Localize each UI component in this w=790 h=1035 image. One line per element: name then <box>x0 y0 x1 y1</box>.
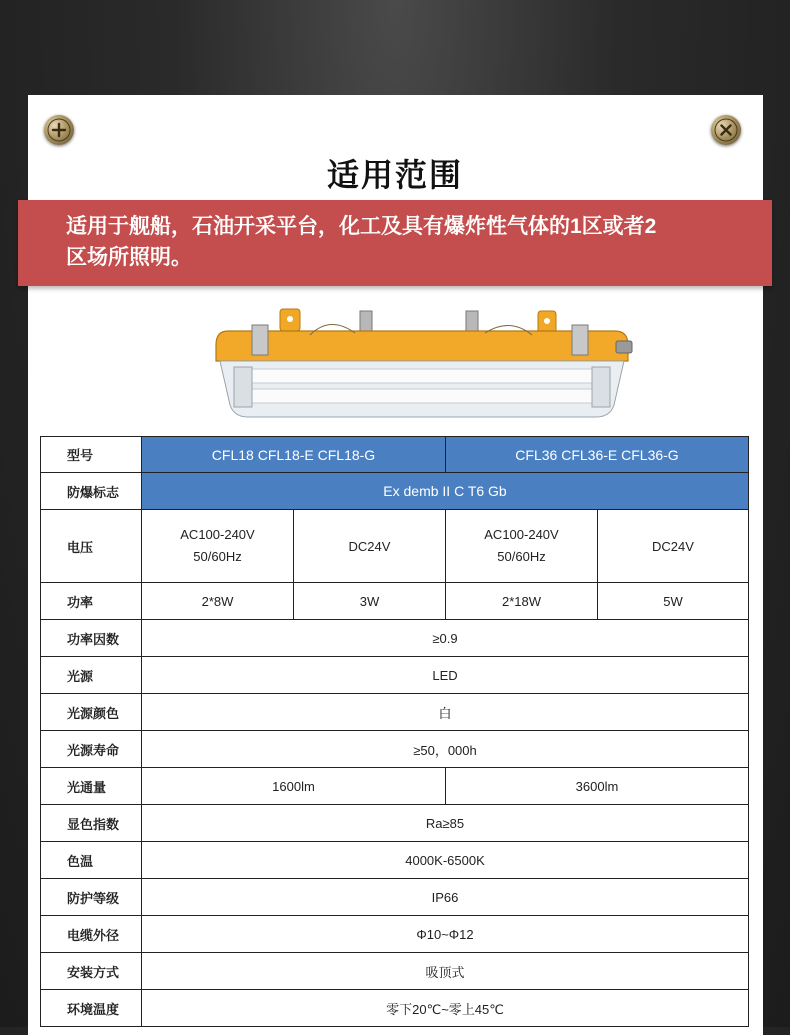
flux-b: 3600lm <box>446 768 749 805</box>
power-a2: 3W <box>294 583 446 620</box>
row-value: LED <box>142 657 749 694</box>
row-label: 显色指数 <box>41 805 142 842</box>
table-row <box>41 842 749 879</box>
row-label: 电压 <box>41 510 142 583</box>
row-label: 光通量 <box>41 768 142 805</box>
row-value: Φ10~Φ12 <box>142 916 749 953</box>
model-group-b: CFL36 CFL36-E CFL36-G <box>446 437 749 473</box>
row-label: 光源颜色 <box>41 694 142 731</box>
spec-table <box>40 436 749 1027</box>
row-label: 色温 <box>41 842 142 879</box>
table-row <box>41 694 749 731</box>
power-a1: 2*8W <box>142 583 294 620</box>
row-label: 电缆外径 <box>41 916 142 953</box>
power-b2: 5W <box>598 583 749 620</box>
usage-banner <box>18 200 772 286</box>
row-label: 功率因数 <box>41 620 142 657</box>
table-row <box>41 657 749 694</box>
row-label: 光源 <box>41 657 142 694</box>
row-value: Ra≥85 <box>142 805 749 842</box>
row-label: 防爆标志 <box>41 473 142 510</box>
page-title: 适用范围 <box>326 157 463 193</box>
row-value: 吸顶式 <box>142 953 749 990</box>
table-row <box>41 437 749 473</box>
product-image <box>210 305 635 432</box>
table-row <box>41 510 749 583</box>
table-row <box>41 953 749 990</box>
row-value: IP66 <box>142 879 749 916</box>
row-label: 防护等级 <box>41 879 142 916</box>
power-b1: 2*18W <box>446 583 598 620</box>
screw-icon <box>44 115 74 145</box>
row-value: 4000K-6500K <box>142 842 749 879</box>
table-row <box>41 583 749 620</box>
table-row <box>41 990 749 1027</box>
row-value: ≥50，000h <box>142 731 749 768</box>
model-group-a: CFL18 CFL18-E CFL18-G <box>142 437 446 473</box>
table-row <box>41 879 749 916</box>
row-value: ≥0.9 <box>142 620 749 657</box>
screw-icon <box>711 115 741 145</box>
flux-a: 1600lm <box>142 768 446 805</box>
table-row <box>41 805 749 842</box>
table-row <box>41 731 749 768</box>
table-row <box>41 768 749 805</box>
row-label: 型号 <box>41 437 142 473</box>
row-label: 功率 <box>41 583 142 620</box>
row-value: 零下20℃~零上45℃ <box>142 990 749 1027</box>
table-row <box>41 620 749 657</box>
row-label: 光源寿命 <box>41 731 142 768</box>
row-label: 环境温度 <box>41 990 142 1027</box>
voltage-a2: DC24V <box>294 510 446 583</box>
voltage-b1: AC100-240V 50/60Hz <box>446 510 598 583</box>
voltage-a1: AC100-240V 50/60Hz <box>142 510 294 583</box>
voltage-b2: DC24V <box>598 510 749 583</box>
usage-text: 适用于舰船，石油开采平台，化工及具有爆炸性气体的1区或者2 区场所照明。 <box>66 215 657 269</box>
row-label: 安装方式 <box>41 953 142 990</box>
row-value: 白 <box>142 694 749 731</box>
table-row <box>41 473 749 510</box>
ex-mark-value: Ex demb II C T6 Gb <box>142 473 749 510</box>
table-row <box>41 916 749 953</box>
